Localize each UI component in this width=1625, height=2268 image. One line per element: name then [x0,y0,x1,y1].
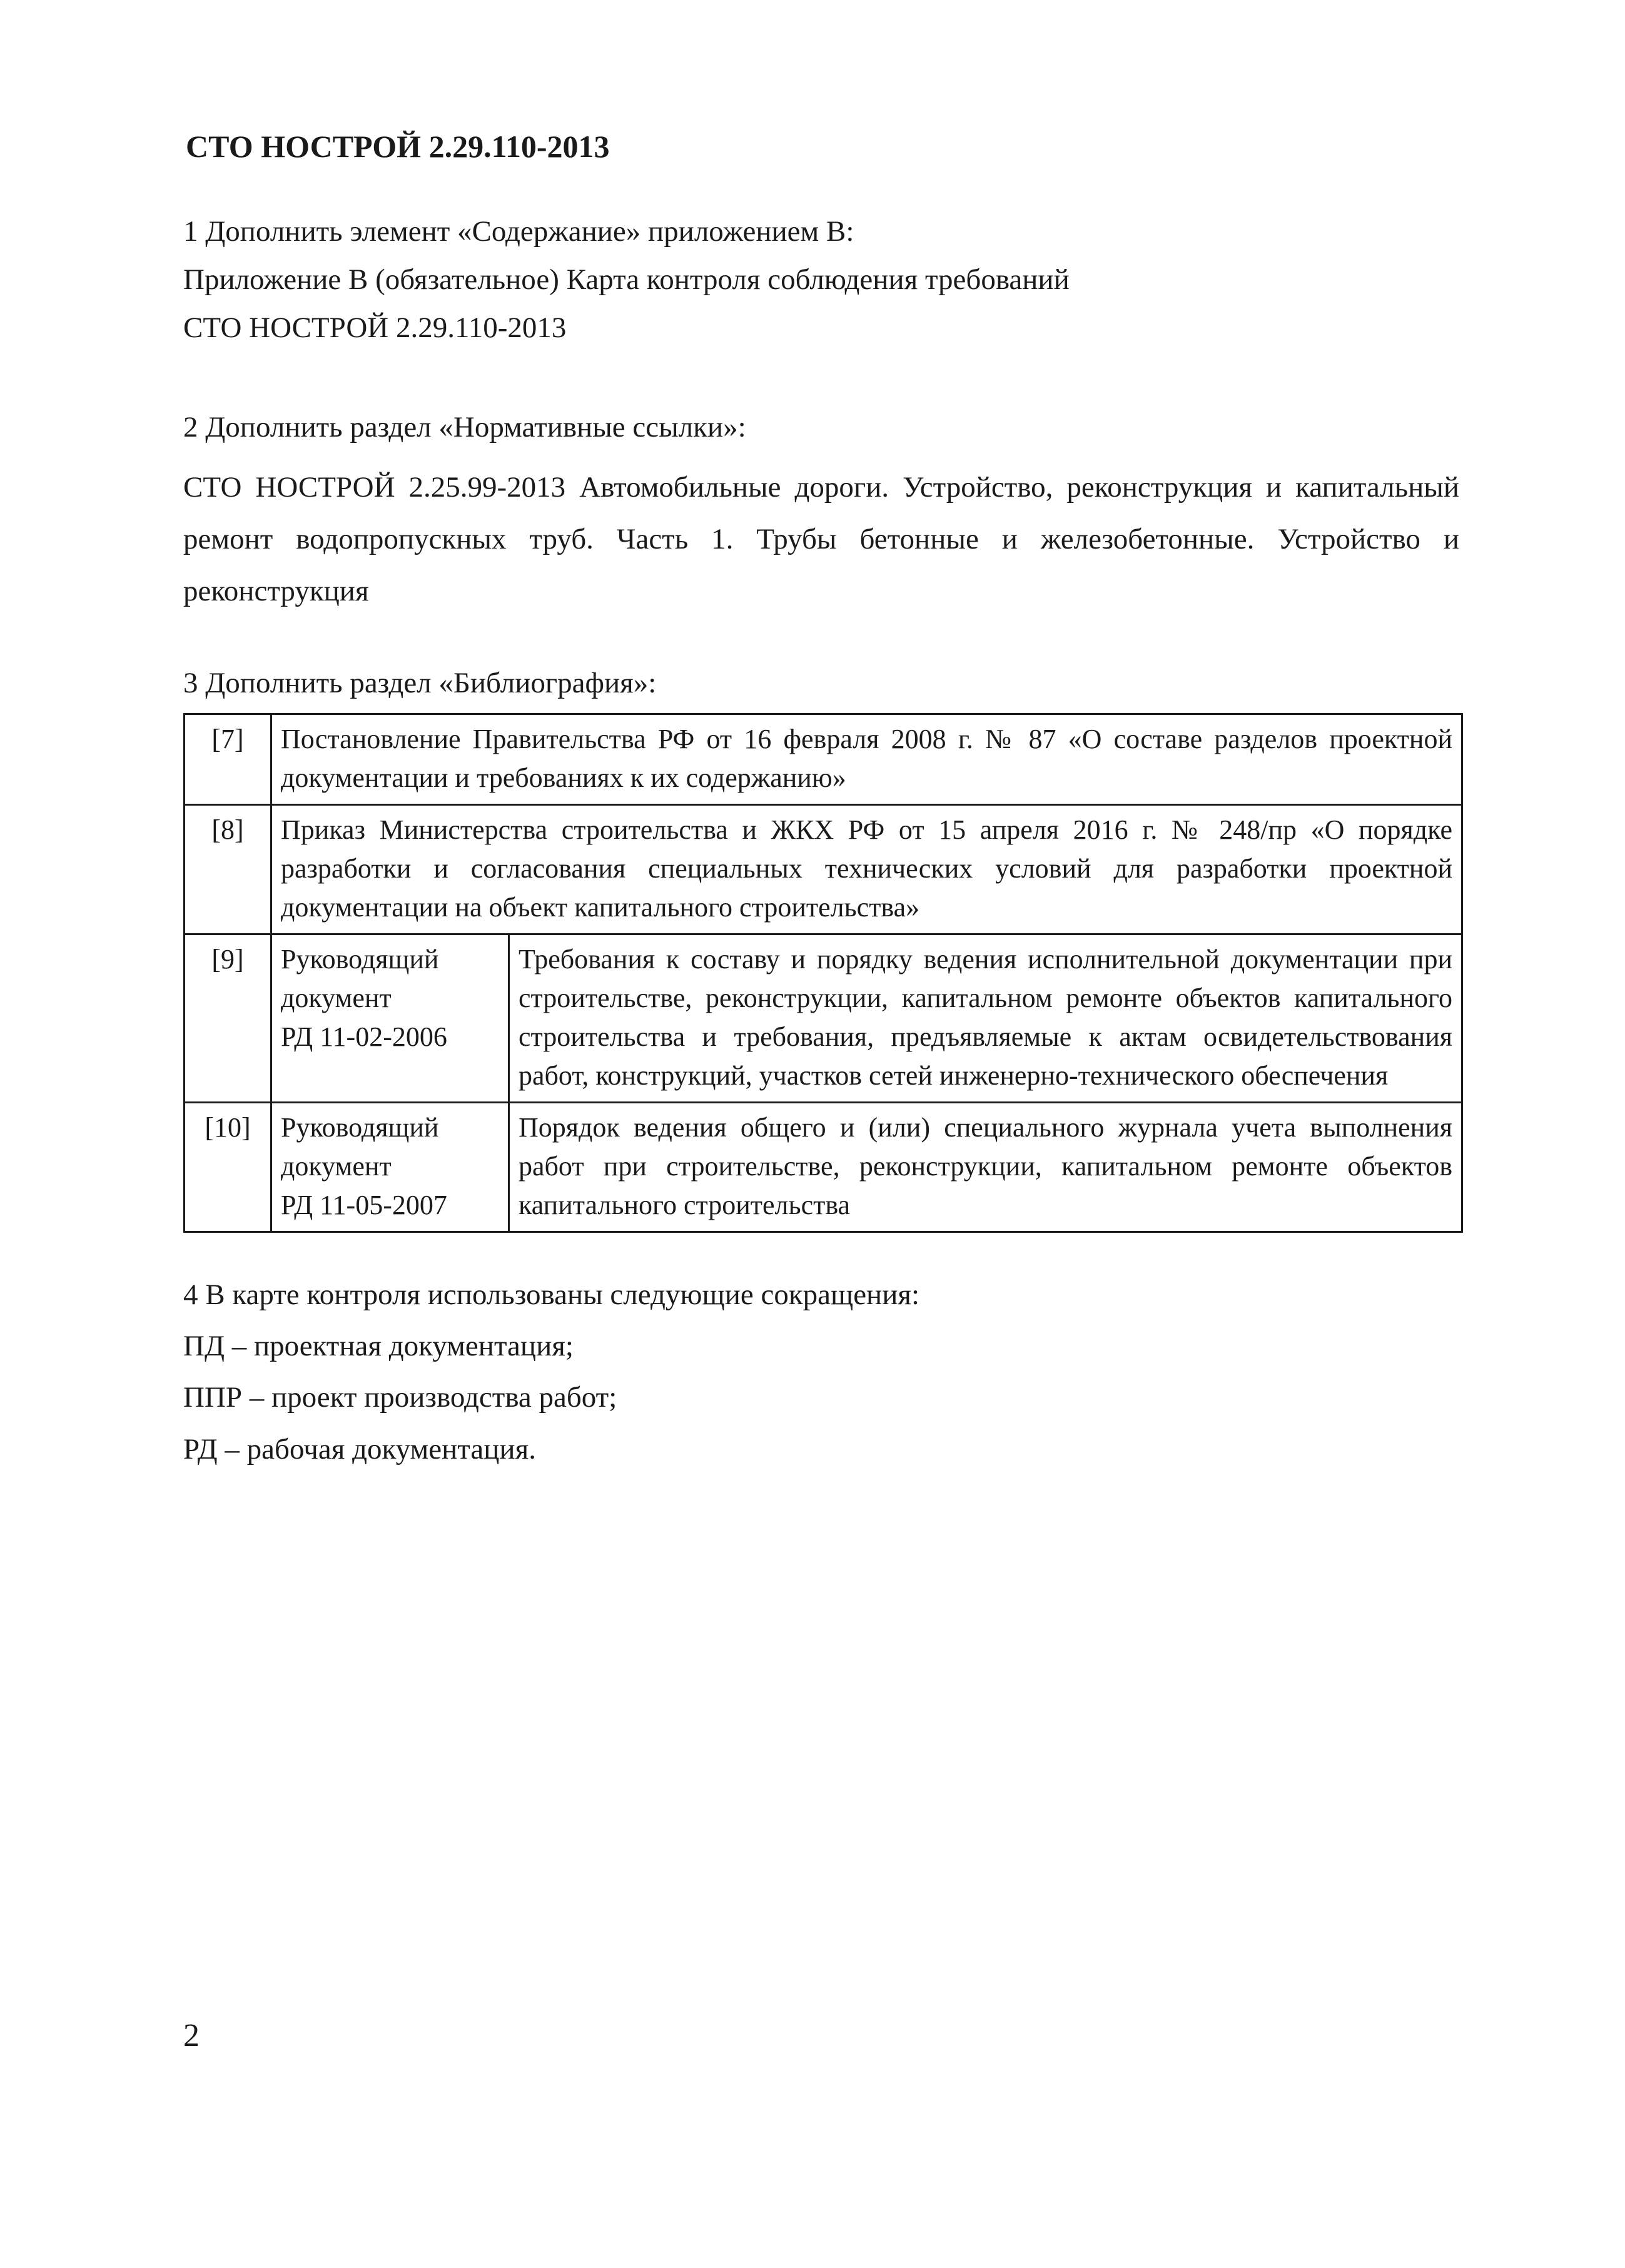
item1-line3: СТО НОСТРОЙ 2.29.110-2013 [183,311,567,344]
abbreviation-pd: ПД – проектная документация; [183,1330,574,1362]
ref-number: [9] [185,934,271,1103]
abbreviation-rd: РД – рабочая документация. [183,1433,536,1466]
table-row [185,714,1462,805]
page-number: 2 [183,2018,200,2053]
item1-line2: Приложение В (обязательное) Карта контроля соблюдения требований [183,263,1070,296]
table-row [185,805,1462,934]
ref-text: Постановление Правительства РФ от 16 февраля 2008 г. № 87 «О составе разделов проектной документации и требованиях к их содержанию» [271,714,1462,805]
ref-doc-type-line2: документ [281,1151,392,1182]
ref-number: [10] [185,1103,271,1232]
ref-text: Приказ Министерства строительства и ЖКХ РФ от 15 апреля 2016 г. № 248/пр «О порядке разработки и согласования специальных технических условий для разработки проектной документации на объект капитального строительства» [271,805,1462,934]
ref-doc-code: РД 11-02-2006 [281,1021,447,1052]
abbreviation-ppr: ППР – проект производства работ; [183,1381,617,1414]
ref-doc-type-line1: Руководящий [281,944,439,975]
document-header: СТО НОСТРОЙ 2.29.110-2013 [186,129,610,164]
bibliography-table [183,713,1463,1233]
ref-text: Требования к составу и порядку ведения исполнительной документации при строительстве, реконструкции, капитальном ремонте объектов капитального строительства и требования, предъявляемые к актам освидетельствования работ, конструкций, участков сетей инженерно-технического обеспечения [509,934,1462,1103]
ref-text: Порядок ведения общего и (или) специального журнала учета выполнения работ при строительстве, реконструкции, капитальном ремонте объектов капитального строительства [509,1103,1462,1232]
item4-heading: 4 В карте контроля использованы следующие сокращения: [183,1278,920,1311]
item2-heading: 2 Дополнить раздел «Нормативные ссылки»: [183,411,746,443]
item3-heading: 3 Дополнить раздел «Библиография»: [183,667,657,699]
ref-doc-type [271,1103,509,1232]
item1-line1: 1 Дополнить элемент «Содержание» приложением В: [183,215,854,248]
item2-text: СТО НОСТРОЙ 2.25.99-2013 Автомобильные дороги. Устройство, реконструкция и капитальный ремонт водопропускных труб. Часть 1. Трубы бетонные и железобетонные. Устройство и реконструкция [183,471,1459,607]
table-row [185,934,1462,1103]
ref-number: [7] [185,714,271,805]
ref-doc-code: РД 11-05-2007 [281,1190,447,1220]
ref-number: [8] [185,805,271,934]
ref-doc-type [271,934,509,1103]
ref-doc-type-line2: документ [281,983,392,1013]
ref-doc-type-line1: Руководящий [281,1112,439,1143]
table-row [185,1103,1462,1232]
